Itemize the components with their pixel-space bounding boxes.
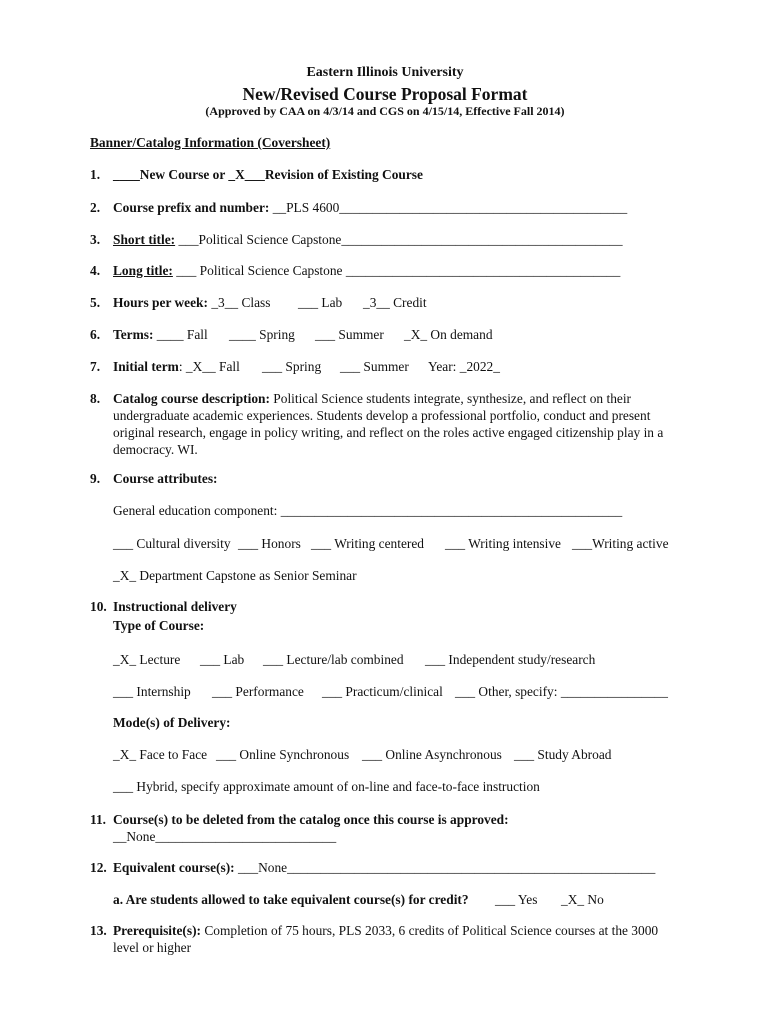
course-prefix-value: __PLS 4600___________________________________________ bbox=[269, 200, 628, 215]
prerequisites-label: Prerequisite(s): bbox=[113, 923, 202, 938]
item-number: 11. bbox=[90, 812, 106, 827]
item-number: 10. bbox=[90, 599, 107, 614]
initial-term-fall: : _X__ Fall bbox=[178, 359, 240, 374]
hours-credit: _3__ Credit bbox=[363, 295, 427, 310]
type-performance: ___ Performance bbox=[212, 684, 304, 699]
hours-lab: ___ Lab bbox=[298, 295, 343, 310]
catalog-description bbox=[113, 390, 683, 458]
equivalent-credit-question: a. Are students allowed to take equivalent course(s) for credit? bbox=[113, 892, 469, 907]
equivalent-credit-no: _X_ No bbox=[561, 892, 604, 907]
type-of-course-label: Type of Course: bbox=[113, 618, 205, 633]
terms-spring: ____ Spring bbox=[229, 327, 295, 342]
item-number: 9. bbox=[90, 471, 101, 486]
type-practicum: ___ Practicum/clinical bbox=[322, 684, 443, 699]
mode-online-async: ___ Online Asynchronous bbox=[362, 747, 502, 762]
equivalent-credit-yes: ___ Yes bbox=[495, 892, 538, 907]
terms-line bbox=[113, 326, 208, 344]
hours-label: Hours per week: bbox=[113, 295, 208, 310]
attr-writing-centered: ___ Writing centered bbox=[311, 536, 424, 551]
course-prefix-label: Course prefix and number: bbox=[113, 200, 270, 215]
attr-writing-intensive: ___ Writing intensive bbox=[445, 536, 561, 551]
document-title: New/Revised Course Proposal Format bbox=[242, 84, 528, 104]
item-number: 6. bbox=[90, 327, 101, 342]
modes-of-delivery-label: Mode(s) of Delivery: bbox=[113, 715, 231, 730]
university-name: Eastern Illinois University bbox=[306, 65, 464, 80]
approval-note: (Approved by CAA on 4/3/14 and CGS on 4/15/14, Effective Fall 2014) bbox=[205, 104, 565, 118]
short-title-line bbox=[113, 231, 623, 249]
item-number: 3. bbox=[90, 232, 101, 247]
item-number: 13. bbox=[90, 923, 107, 938]
initial-term-label: Initial term bbox=[113, 359, 179, 374]
catalog-description-text: Political Science students integrate, synthesize, and reflect on their undergraduate academic experiences. Students develop a professional portfolio, conduct and present original research, engage in policy writing, and reflect on the roles active engaged citizenship play in a democracy. WI. bbox=[113, 391, 664, 457]
equivalent-courses-value: ___None_______________________________________________________ bbox=[234, 860, 656, 875]
item-number: 1. bbox=[90, 167, 101, 182]
item-number: 4. bbox=[90, 263, 101, 278]
type-independent-study: ___ Independent study/research bbox=[425, 652, 596, 667]
hours-label-line bbox=[113, 294, 270, 312]
attr-capstone: _X_ Department Capstone as Senior Seminar bbox=[113, 568, 357, 583]
initial-term-year: Year: _2022_ bbox=[428, 359, 500, 374]
terms-fall: ____ Fall bbox=[153, 327, 208, 342]
item-number: 5. bbox=[90, 295, 101, 310]
deleted-courses-label: Course(s) to be deleted from the catalog once this course is approved: bbox=[113, 812, 509, 827]
type-lecture: _X_ Lecture bbox=[113, 652, 181, 667]
attr-writing-active: ___Writing active bbox=[572, 536, 669, 551]
short-title-label: Short title: bbox=[113, 232, 176, 247]
mode-hybrid: ___ Hybrid, specify approximate amount of on-line and face-to-face instruction bbox=[113, 779, 540, 794]
deleted-courses-value: __None___________________________ bbox=[113, 829, 337, 844]
item-number: 8. bbox=[90, 391, 101, 406]
long-title-line bbox=[113, 262, 620, 280]
short-title-value: ___Political Science Capstone__________________________________________ bbox=[175, 232, 623, 247]
equivalent-courses-label: Equivalent course(s): bbox=[113, 860, 235, 875]
catalog-description-label: Catalog course description: bbox=[113, 391, 270, 406]
mode-online-sync: ___ Online Synchronous bbox=[216, 747, 350, 762]
terms-summer: ___ Summer bbox=[315, 327, 384, 342]
prerequisites bbox=[113, 922, 685, 956]
type-other: ___ Other, specify: ________________ bbox=[455, 684, 668, 699]
instructional-delivery-label: Instructional delivery bbox=[113, 599, 237, 614]
attr-honors: ___ Honors bbox=[238, 536, 301, 551]
section-heading: Banner/Catalog Information (Coversheet) bbox=[90, 135, 331, 150]
item-number: 7. bbox=[90, 359, 101, 374]
long-title-value: ___ Political Science Capstone _________________________________________ bbox=[172, 263, 621, 278]
terms-label: Terms: bbox=[113, 327, 154, 342]
mode-study-abroad: ___ Study Abroad bbox=[514, 747, 612, 762]
course-prefix-line bbox=[113, 199, 627, 217]
initial-term-summer: ___ Summer bbox=[340, 359, 409, 374]
course-type-line: ____New Course or _X___Revision of Existing Course bbox=[113, 167, 423, 182]
type-lab: ___ Lab bbox=[200, 652, 245, 667]
hours-class: _3__ Class bbox=[207, 295, 271, 310]
item-number: 12. bbox=[90, 860, 107, 875]
type-internship: ___ Internship bbox=[113, 684, 191, 699]
prerequisites-value: Completion of 75 hours, PLS 2033, 6 credits of Political Science courses at the 3000 level or higher bbox=[113, 923, 659, 955]
initial-term-spring: ___ Spring bbox=[262, 359, 322, 374]
long-title-label: Long title: bbox=[113, 263, 173, 278]
course-attributes-label: Course attributes: bbox=[113, 471, 218, 486]
equivalent-courses-line bbox=[113, 859, 655, 877]
item-number: 2. bbox=[90, 200, 101, 215]
attr-cultural-diversity: ___ Cultural diversity bbox=[113, 536, 231, 551]
initial-term-line bbox=[113, 358, 240, 376]
type-lecture-lab: ___ Lecture/lab combined bbox=[263, 652, 404, 667]
terms-on-demand: _X_ On demand bbox=[404, 327, 493, 342]
gen-ed-line: General education component: ___________________________________________________ bbox=[113, 503, 623, 518]
mode-face-to-face: _X_ Face to Face bbox=[113, 747, 208, 762]
